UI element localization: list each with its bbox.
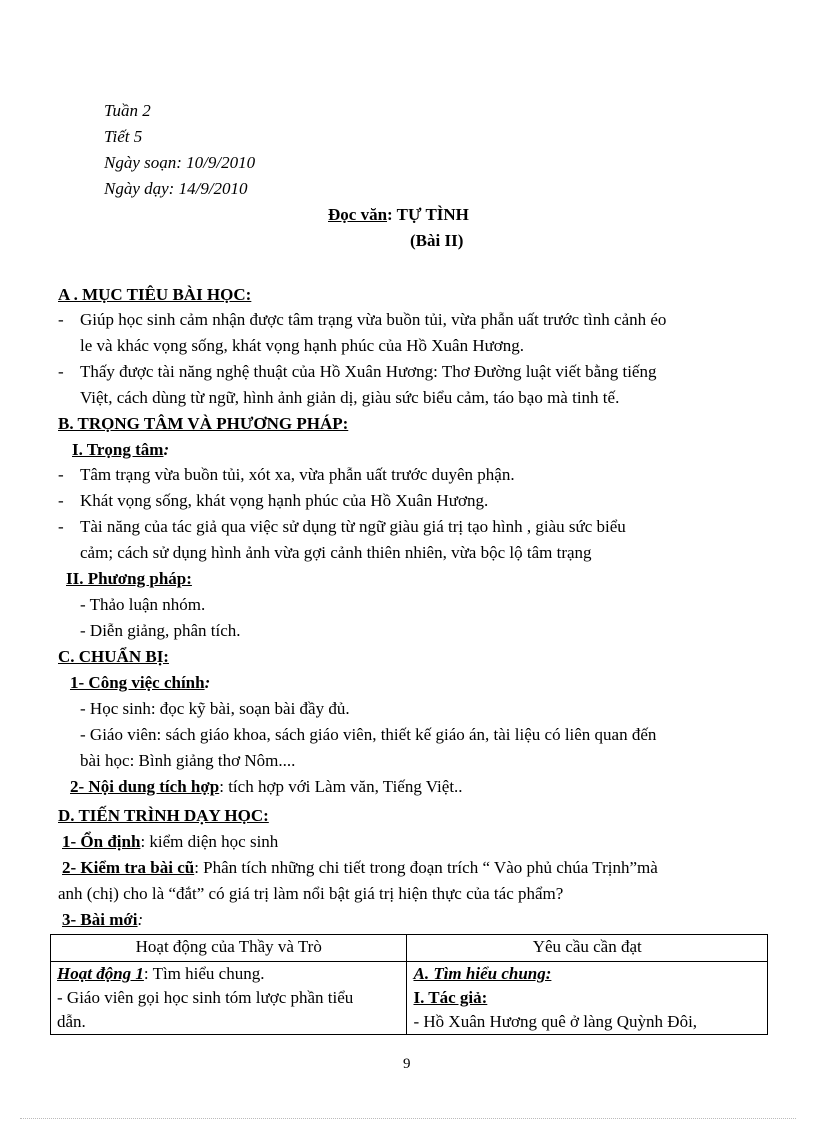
lesson-subtitle: (Bài II): [410, 231, 464, 250]
table-header-requirements: Yêu cầu cần đạt: [407, 935, 768, 962]
bullet-dash: -: [58, 362, 64, 381]
method-1: - Thảo luận nhóm.: [80, 595, 206, 614]
prep-teachers-line-1: - Giáo viên: sách giáo khoa, sách giáo viên, thiết kế giáo án, tài liệu có liên quan đến: [80, 725, 657, 744]
step-2: [62, 857, 658, 879]
step-2-line-2: anh (chị) cho là “đắt” có giá trị làm nổi bật giá trị hiện thực của tác phẩm?: [58, 884, 564, 903]
table-header-row: [51, 935, 768, 962]
method-2: - Diễn giảng, phân tích.: [80, 621, 241, 640]
table-cell-requirements: [407, 962, 768, 1035]
section-a-item-1-line-1: Giúp học sinh cảm nhận được tâm trạng vừa buồn tủi, vừa phẫn uất trước tình cảnh éo: [80, 310, 667, 329]
activity-label: Hoạt động 1: [57, 964, 144, 983]
period-label: Tiết 5: [104, 127, 143, 146]
section-b-sub2: II. Phương pháp:: [66, 569, 192, 588]
title-name: TỰ TÌNH: [396, 205, 469, 224]
step-2-label: 2- Kiểm tra bài cũ: [62, 858, 195, 877]
section-a-item-1-line-2: le và khác vọng sống, khát vọng hạnh phúc của Hồ Xuân Hương.: [80, 336, 525, 355]
section-a-item-2-line-1: Thấy được tài năng nghệ thuật của Hồ Xuân Hương: Thơ Đường luật viết bằng tiếng: [80, 362, 657, 381]
bullet-dash: -: [58, 310, 64, 329]
bullet-dash: -: [58, 517, 64, 536]
section-a-item-2-line-2: Việt, cách dùng từ ngữ, hình ảnh giản dị, giàu sức biểu cảm, táo bạo mà tinh tế.: [80, 388, 620, 407]
section-b-item-1: Tâm trạng vừa buồn tủi, xót xa, vừa phẫn uất trước duyên phận.: [80, 465, 515, 484]
prep-teachers-line-2: bài học: Bình giảng thơ Nôm....: [80, 751, 296, 770]
teach-date: Ngày dạy: 14/9/2010: [104, 179, 248, 198]
table-cell-activity: [51, 962, 407, 1035]
activity-text-line-1: - Giáo viên gọi học sinh tóm lược phần tiểu: [57, 988, 354, 1007]
table-row: [51, 962, 768, 1035]
sub1-colon: :: [204, 673, 211, 692]
title-prefix: Đọc văn: [328, 205, 388, 224]
author-heading: I. Tác giả:: [413, 988, 488, 1007]
table-header-activity: Hoạt động của Thầy và Trò: [51, 935, 407, 962]
section-b-item-2: Khát vọng sống, khát vọng hạnh phúc của Hồ Xuân Hương.: [80, 491, 489, 510]
section-b-item-3-line-1: Tài năng của tác giả qua việc sử dụng từ ngữ giàu giá trị tạo hình , giàu sức biểu: [80, 517, 626, 536]
sub2-label: 2- Nội dung tích hợp: [70, 777, 220, 796]
section-c-sub1: [70, 672, 210, 694]
section-b-sub1: [72, 439, 169, 461]
lesson-title: [328, 204, 469, 226]
activity-line: [57, 962, 400, 986]
prep-date: Ngày soạn: 10/9/2010: [104, 153, 256, 172]
step-3-colon: :: [137, 910, 144, 929]
sub1-label: I. Trọng tâm: [72, 440, 164, 459]
section-b-item-3-line-2: cảm; cách sử dụng hình ảnh vừa gợi cảnh thiên nhiên, vừa bộc lộ tâm trạng: [80, 543, 592, 562]
author-line: - Hồ Xuân Hương quê ở làng Quỳnh Đôi,: [413, 1012, 698, 1031]
requirement-section: A. Tìm hiểu chung:: [413, 964, 552, 983]
section-c-heading: C. CHUẨN BỊ:: [58, 647, 169, 666]
section-d-heading: D. TIẾN TRÌNH DẠY HỌC:: [58, 806, 269, 825]
activity-text-line-2: dẫn.: [57, 1012, 86, 1031]
week-label: Tuần 2: [104, 101, 151, 120]
page-edge-divider: [20, 1118, 796, 1119]
section-c-sub2: [70, 776, 463, 798]
lesson-table: [50, 934, 768, 1035]
sub1-label: 1- Công việc chính: [70, 673, 205, 692]
section-a-heading: A . MỤC TIÊU BÀI HỌC:: [58, 285, 252, 304]
page-number: 9: [403, 1056, 411, 1072]
step-2-rest: : Phân tích những chi tiết trong đoạn trích “ Vào phủ chúa Trịnh”mà: [194, 858, 658, 877]
activity-rest: : Tìm hiểu chung.: [143, 964, 265, 983]
bullet-dash: -: [58, 465, 64, 484]
sub1-colon: :: [163, 440, 170, 459]
step-1: [62, 831, 278, 853]
bullet-dash: -: [58, 491, 64, 510]
title-colon: :: [387, 205, 397, 224]
step-1-rest: : kiểm diện học sinh: [140, 832, 279, 851]
sub2-rest: : tích hợp với Làm văn, Tiếng Việt..: [219, 777, 463, 796]
step-3-label: 3- Bài mới: [62, 910, 138, 929]
step-3: [62, 909, 143, 931]
prep-students: - Học sinh: đọc kỹ bài, soạn bài đầy đủ.: [80, 699, 350, 718]
section-b-heading: B. TRỌNG TÂM VÀ PHƯƠNG PHÁP:: [58, 414, 349, 433]
step-1-label: 1- Ổn định: [62, 832, 141, 851]
